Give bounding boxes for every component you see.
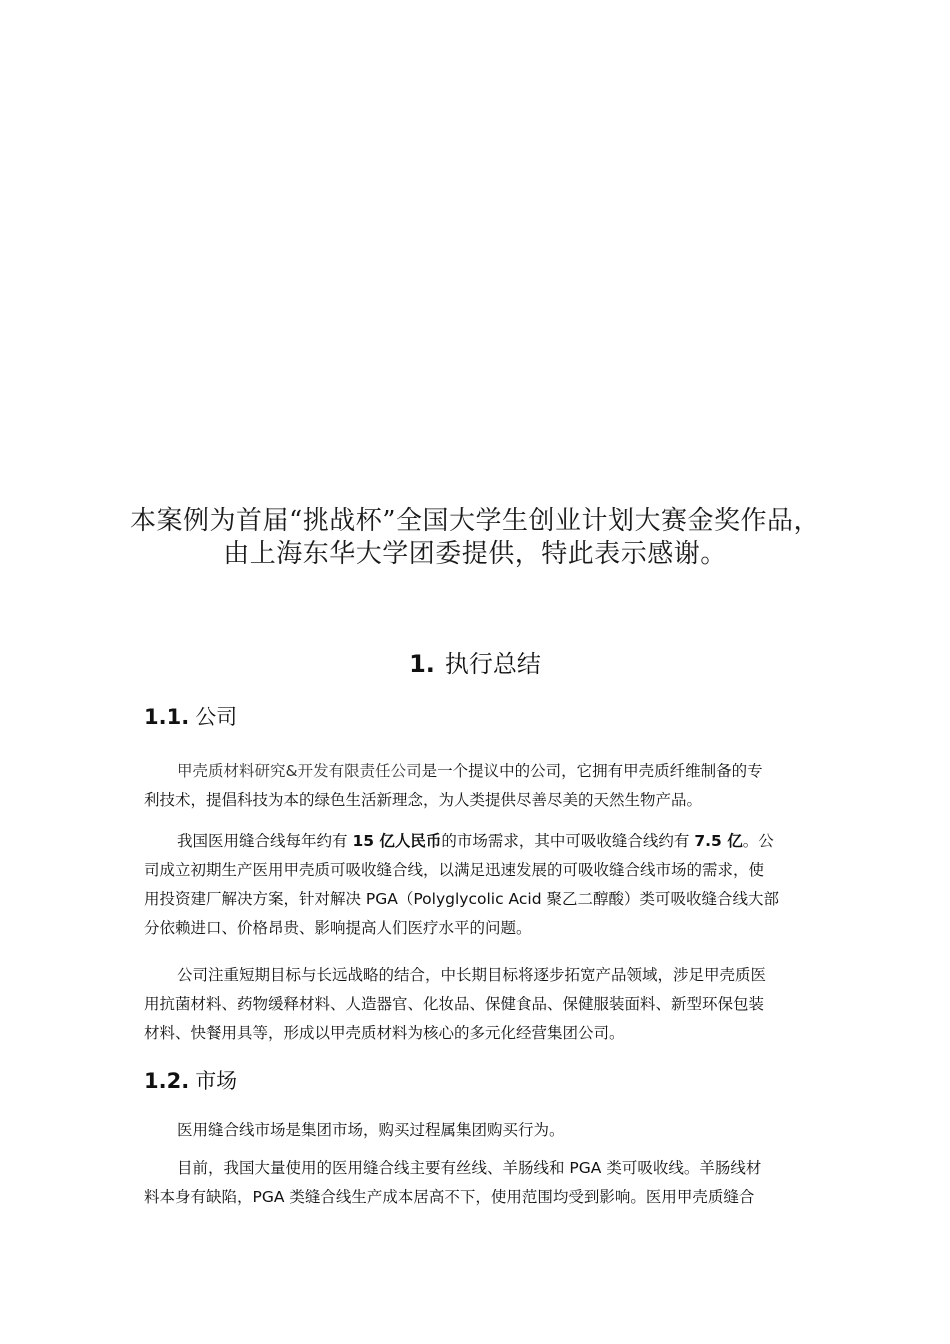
section-heading-executive-summary [100,648,850,680]
paragraph-line: 目前，我国大量使用的医用缝合线主要有丝线、羊肠线和 PGA 类可吸收线。羊肠线材 [177,1159,762,1177]
paragraph-line [144,827,808,856]
paragraph-text: 的市场需求，其中可吸收缝合线约有 [441,832,695,850]
acknowledgement-line-1: 本案例为首届“挑战杯”全国大学生创业计划大赛金奖作品， [129,506,821,536]
paragraph-text: 是一个提议中的公司，它拥有甲壳质纤维制备的专 [421,762,763,780]
paragraph-market-size [144,827,808,943]
subsection-title: 公司 [195,705,238,729]
paragraph-line: 材料、快餐用具等，形成以甲壳质材料为核心的多元化经营集团公司。 [144,1024,625,1042]
paragraph-strategy [144,961,808,1048]
paragraph-line: 司成立初期生产医用甲壳质可吸收缝合线，以满足迅速发展的可吸收缝合线市场的需求，使 [144,861,765,879]
paragraph-company-intro [144,757,808,815]
paragraph-market-type [144,1116,808,1145]
company-name: 甲壳质材料研究&开发有限责任公司 [177,762,422,780]
paragraph-line [144,757,808,786]
subsection-number: 1.2. [144,1069,190,1093]
acknowledgement-line-2: 由上海东华大学团委提供，特此表示感谢。 [223,539,727,569]
paragraph-line: 用投资建厂解决方案，针对解决 PGA（Polyglycolic Acid 聚乙二醇酸）类可吸收缝合线大部 [144,890,779,908]
subsection-heading-market [144,1067,237,1095]
paragraph-line: 分依赖进口、价格昂贵、影响提高人们医疗水平的问题。 [144,919,532,937]
section-title: 执行总结 [444,650,541,678]
absorbable-value-highlight: 7.5 亿 [694,832,743,850]
paragraph-text: 。公 [742,832,774,850]
acknowledgement-block [100,505,850,571]
market-value-highlight: 15 亿人民币 [352,832,442,850]
paragraph-line: 料本身有缺陷，PGA 类缝合线生产成本居高不下，使用范围均受到影响。医用甲壳质缝合 [144,1188,755,1206]
section-number: 1. [409,650,435,678]
paragraph-current-sutures [144,1154,808,1212]
paragraph-line: 医用缝合线市场是集团市场，购买过程属集团购买行为。 [177,1121,565,1139]
subsection-number: 1.1. [144,705,190,729]
paragraph-line: 公司注重短期目标与长远战略的结合，中长期目标将逐步拓宽产品领域，涉足甲壳质医 [177,966,767,984]
paragraph-text: 我国医用缝合线每年约有 [177,832,353,850]
paragraph-line: 用抗菌材料、药物缓释材料、人造器官、化妆品、保健食品、保健服装面料、新型环保包装 [144,995,765,1013]
subsection-heading-company [144,703,237,731]
paragraph-line: 利技术，提倡科技为本的绿色生活新理念，为人类提供尽善尽美的天然生物产品。 [144,791,703,809]
subsection-title: 市场 [195,1069,238,1093]
